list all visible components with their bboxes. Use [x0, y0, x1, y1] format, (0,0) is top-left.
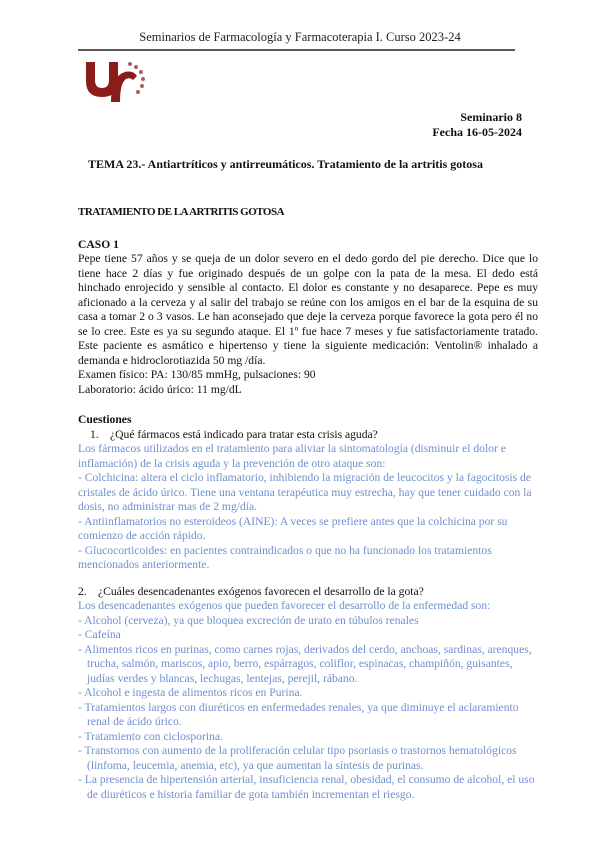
topic-title: TEMA 23.- Antiartríticos y antirreumáticos. Tratamiento de la artritis gotosa	[88, 157, 483, 171]
list-item: - Tratamientos largos con diuréticos en enfermedades renales, ya que diminuye el aclaramiento renal de ácido úrico.	[78, 700, 519, 728]
list-item: - Alimentos ricos en purinas, como carnes rojas, derivados del cerdo, anchoas, sardinas, arenques, trucha, salmón, mariscos, apio, berro, espárragos, coliflor, espinacas, champiñón, guisantes, judías verdes y blancas, lechugas, lentejas, perejil, rábano.	[78, 642, 532, 685]
answer-1-paragraph: - Glucocorticoides: en pacientes contraindicados o que no ha funcionado los tratamientos mencionados anteriormente.	[78, 543, 492, 571]
university-logo	[78, 58, 148, 108]
lab-results: Laboratorio: ácido úrico: 11 mg/dL	[78, 382, 242, 396]
question-2-text: ¿Cuáles desencadenantes exógenos favorecen el desarrollo de la gota?	[98, 584, 424, 598]
list-item: - La presencia de hipertensión arterial, insuficiencia renal, obesidad, el consumo de alcohol, el uso de diuréticos e historia familiar de gota también incrementan el riesgo.	[78, 773, 535, 801]
question-1	[78, 428, 538, 443]
list-item: - Tratamiento con ciclosporina.	[78, 729, 223, 743]
answer-2-list	[78, 614, 538, 803]
answer-2-intro: Los desencadenantes exógenos que pueden favorecer el desarrollo de la enfermedad son:	[78, 599, 491, 612]
answer-1	[78, 442, 538, 573]
seminar-info	[432, 110, 522, 140]
list-item: - Alcohol e ingesta de alimentos ricos en Purina.	[78, 686, 303, 699]
physical-exam: Examen físico: PA: 130/85 mmHg, pulsaciones: 90	[78, 368, 316, 381]
case-title: CASO 1	[78, 237, 119, 251]
case-description: Pepe tiene 57 años y se queja de un dolor severo en el dedo gordo del pie derecho. Dice que lo tiene hace 2 días y fue originado después de un golpe con la pata de la mesa. El dedo está hinchado enrojecido y sensible al contacto. El dolor es constante y no desaparece. Pepe es muy aficionado a la cerveza y al salir del trabajo se reúne con los amigos en el bar de la esquina de su casa a tomar 2 o 3 vasos. Le han aconsejado que deje la cerveza porque favorece la gota pero él no se lo cree. Este es ya su segundo ataque. El 1º fue hace 7 meses y fue satisfactoriamente tratado. Este paciente es asmático e hipertenso y tiene la siguiente medicación: Ventolin® inhalado a demanda e hidroclorotiazida 50 mg /día.	[78, 252, 538, 367]
list-item: - Alcohol (cerveza), ya que bloquea excreción de urato en túbulos renales	[78, 613, 419, 627]
list-item: - Cafeína	[78, 628, 121, 641]
document-header-title: Seminarios de Farmacología y Farmacoterapia I. Curso 2023-24	[139, 30, 461, 44]
answer-2	[78, 599, 538, 802]
document-body	[78, 205, 538, 802]
answer-1-paragraph: - Antiinflamatorios no esteroideos (AINE): A veces se prefiere antes que la colchicina por su comienzo de acción rápido.	[78, 514, 508, 542]
question-2-number: 2.	[78, 584, 87, 598]
questions-heading: Cuestiones	[78, 413, 132, 426]
question-1-number: 1.	[90, 427, 99, 441]
section-title: TRATAMIENTO DE LA ARTRITIS GOTOSA	[78, 206, 285, 218]
question-1-text: ¿Qué fármacos está indicado para tratar esta crisis aguda?	[110, 427, 378, 441]
answer-1-paragraph: Los fármacos utilizados en el tratamiento para aliviar la sintomatología (disminuir el dolor e inflamación) de la crisis aguda y la prevención de otro ataque son:	[78, 442, 506, 470]
answer-1-paragraph: - Colchicina: altera el ciclo inflamatorio, inhibiendo la migración de leucocitos y la fagocitosis de cristales de ácido úrico. Tiene una ventana terapéutica muy estrecha, hay que tener cuidado con la dosis, no administrar mas de 2 mg/día.	[78, 471, 532, 513]
seminar-number: Seminario 8	[460, 110, 522, 124]
question-2	[78, 585, 538, 600]
seminar-date: Fecha 16-05-2024	[432, 125, 522, 139]
header-divider	[78, 49, 515, 51]
list-item: - Transtornos con aumento de la proliferación celular tipo psoriasis o trastornos hematológicos (linfoma, leucemia, anemia, etc), ya que aumentan la síntesis de purinas.	[78, 744, 517, 772]
